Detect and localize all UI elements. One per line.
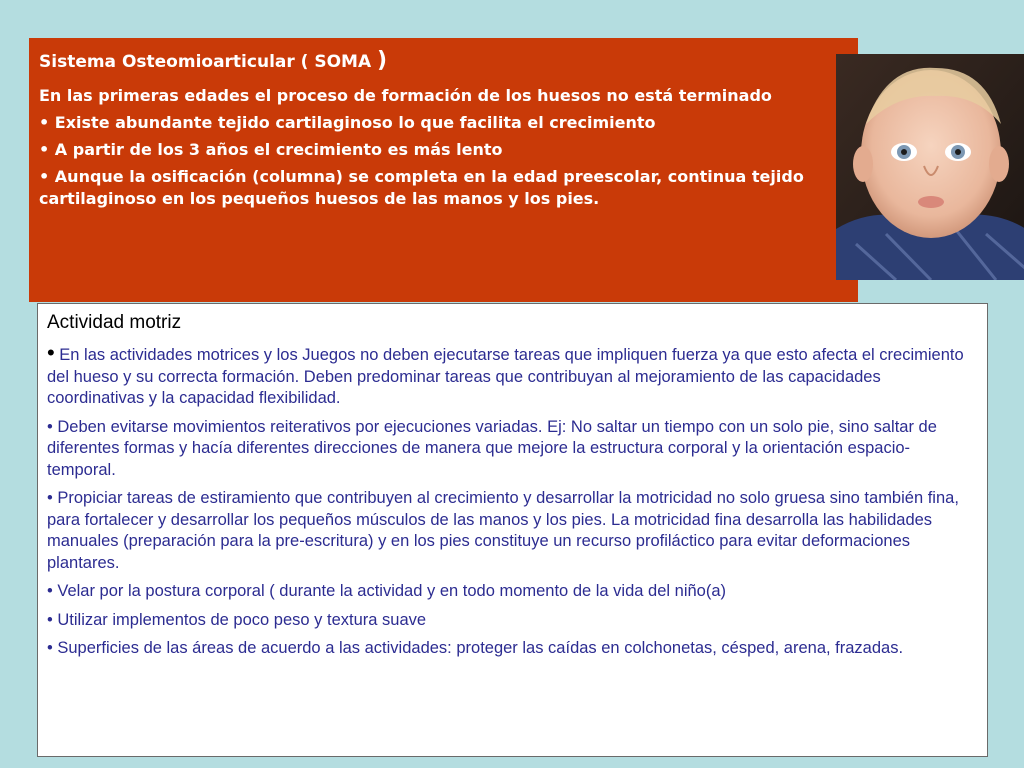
motriz-bullet-1-text: En las actividades motrices y los Juegos no deben ejecutarse tareas que impliquen fuerza ya que esto afecta el crecimiento del hueso y su correcta formación. Deben predominar tareas que contribuyan al mejoramiento de las capacidades coordinativas y la capacidad flexibilidad. (47, 346, 964, 407)
baby-photo (836, 54, 1024, 280)
motriz-bullet-6: • Superficies de las áreas de acuerdo a las actividades: proteger las caídas en colchonetas, césped, arena, frazadas. (47, 639, 904, 657)
baby-photo-illustration (836, 54, 1024, 280)
motriz-panel (37, 303, 988, 757)
motriz-bullet-3: • Propiciar tareas de estiramiento que contribuyen al crecimiento y desarrollar la motricidad no solo gruesa sino también fina, para fortalecer y desarrollar los pequeños músculos de las manos y los pies. La motricidad fina desarrolla las habilidades manuales (preparación para la pre-escritura) y en los pies constituye un recurso profiláctico para evitar deformaciones plantares. (47, 489, 959, 572)
soma-bullet-1: • Existe abundante tejido cartilaginoso lo que facilita el crecimiento (39, 113, 656, 132)
motriz-bullet-5: • Utilizar implementos de poco peso y textura suave (47, 610, 427, 629)
soma-title-close: ) (377, 48, 388, 73)
soma-panel (29, 38, 858, 302)
motriz-bullet-1-symbol: • (47, 340, 55, 365)
soma-title (39, 48, 850, 73)
soma-bullet-2: • A partir de los 3 años el crecimiento es más lento (39, 140, 503, 159)
soma-bullet-3: • Aunque la osificación (columna) se completa en la edad preescolar, continua tejido cartilaginoso en los pequeños huesos de las manos y los pies. (39, 167, 804, 208)
soma-title-text: Sistema Osteomioarticular ( SOMA (39, 52, 372, 72)
motriz-bullet-1 (47, 342, 977, 410)
motriz-bullet-4: • Velar por la postura corporal ( durante la actividad y en todo momento de la vida del niño(a) (47, 582, 726, 600)
soma-intro: En las primeras edades el proceso de formación de los huesos no está terminado (39, 86, 772, 105)
motriz-bullet-2: • Deben evitarse movimientos reiterativos por ejecuciones variadas. Ej: No saltar un tiempo con un solo pie, sino saltar de diferentes formas y hacía diferentes direcciones de manera que mejore la estructura corporal y la orientación espacio-temporal. (47, 417, 937, 479)
motriz-title: Actividad motriz (47, 312, 182, 333)
